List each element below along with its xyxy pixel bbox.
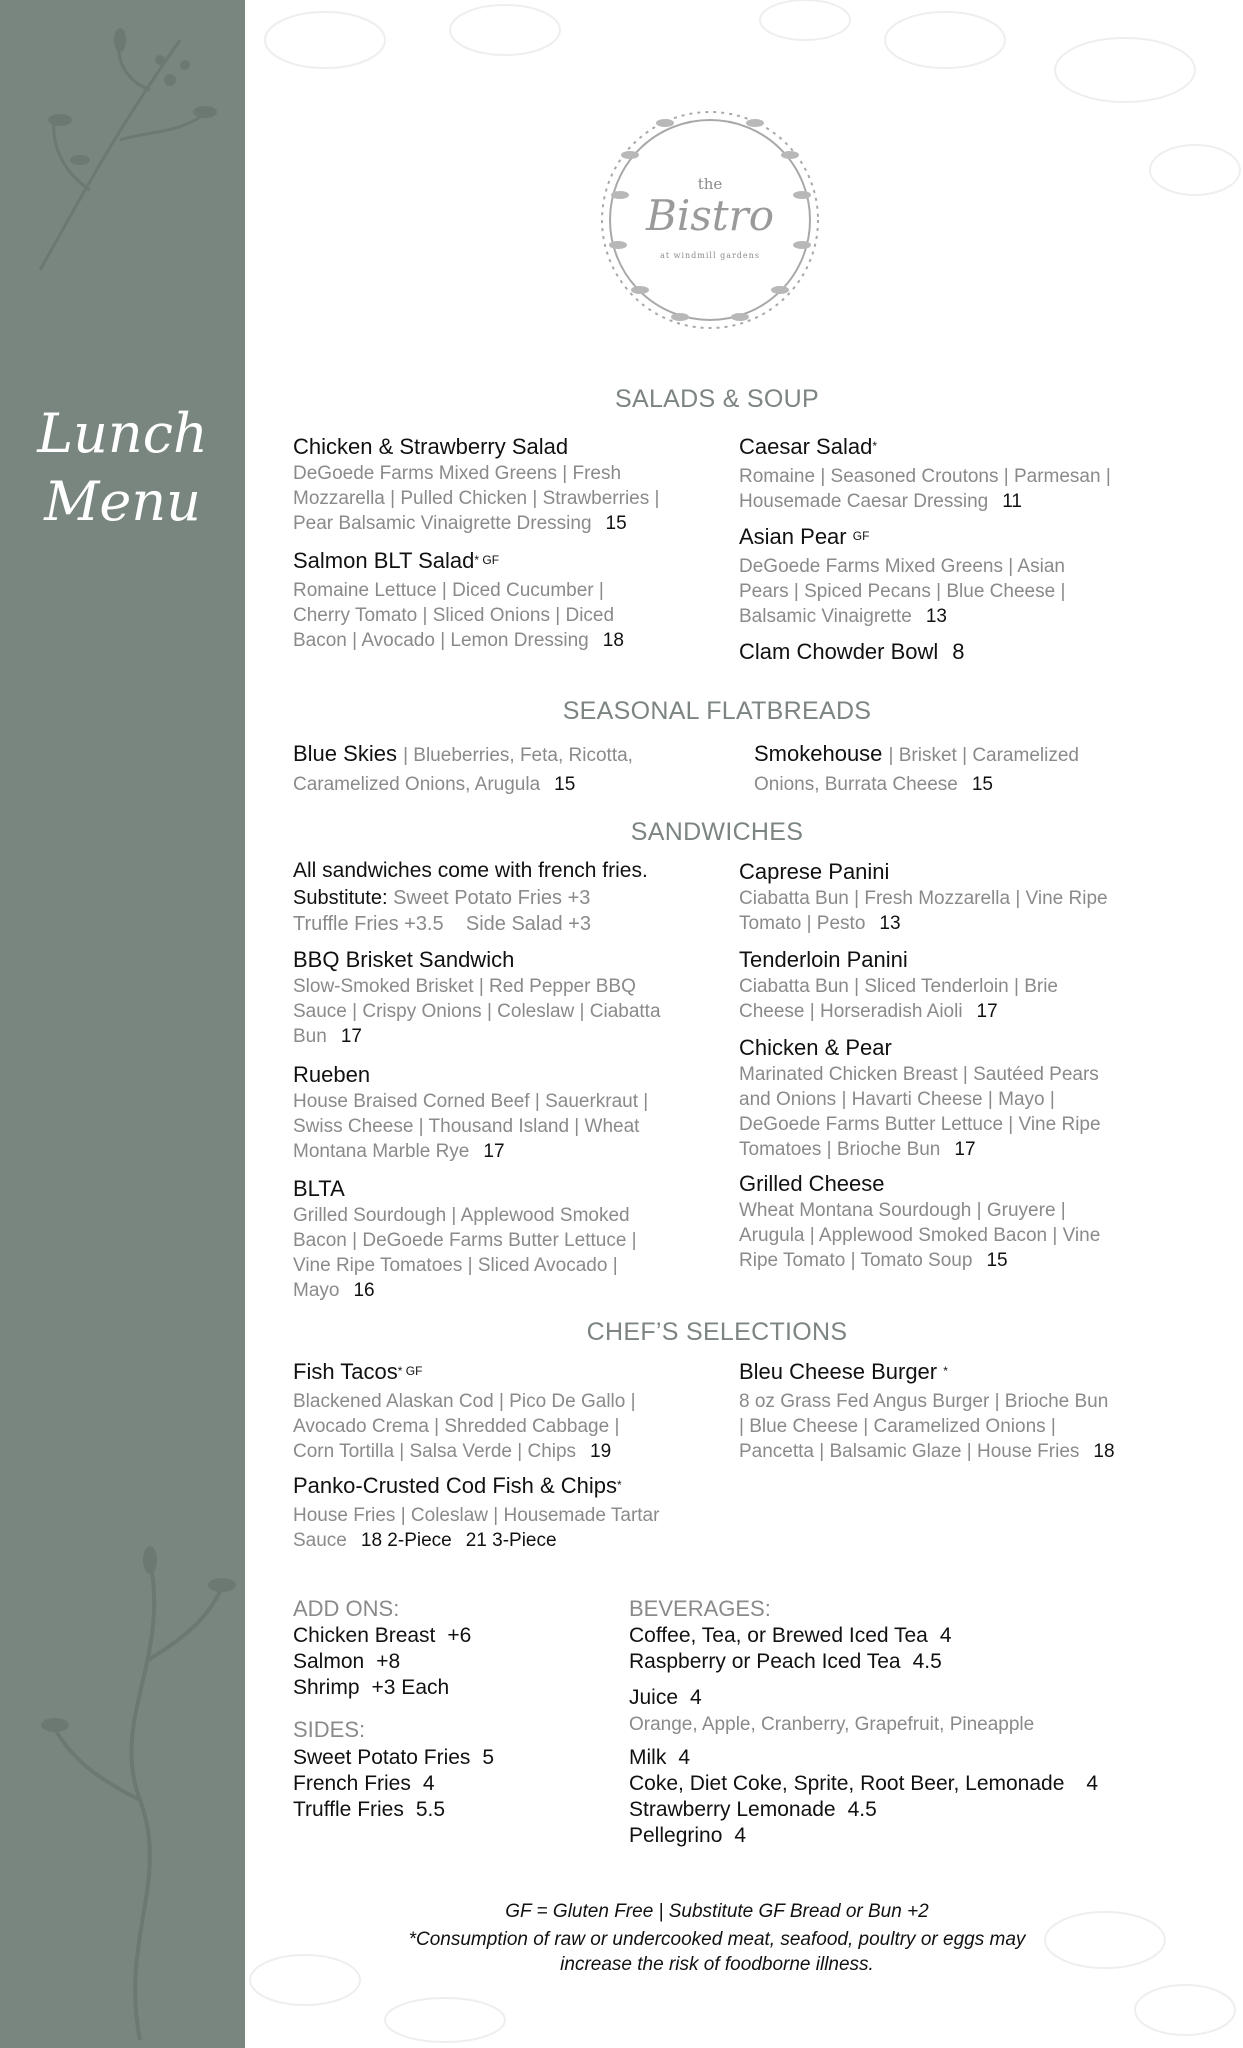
menu-item-asian-pear [739, 523, 1179, 629]
substitute-option: Side Salad +3 [465, 913, 591, 935]
beverage-price: 4.5 [912, 1650, 942, 1673]
item-description: Ciabatta Bun | Sliced Tenderloin | Brie [739, 976, 1058, 997]
juice-flavors: Orange, Apple, Cranberry, Grapefruit, Pineapple [629, 1714, 1035, 1735]
sidebar [0, 0, 245, 2048]
item-description: Bacon | Avocado | Lemon Dressing [293, 630, 589, 651]
beverage-price: 4 [734, 1824, 747, 1847]
menu-item-caprese-panini [739, 858, 1179, 936]
item-price: 13 [879, 913, 901, 934]
item-price: 18 [360, 1530, 383, 1551]
side-name: French Fries [293, 1772, 411, 1795]
item-description: Housemade Caesar Dressing [739, 491, 989, 512]
item-price: 17 [976, 1001, 998, 1022]
item-name: Tenderloin Panini [739, 947, 908, 972]
item-name: Caprese Panini [739, 859, 890, 884]
item-description: Slow-Smoked Brisket | Red Pepper BBQ [293, 976, 636, 997]
item-description: Sauce [293, 1530, 347, 1551]
item-price: 15 [554, 774, 576, 795]
item-description: Swiss Cheese | Thousand Island | Wheat [293, 1116, 640, 1137]
item-name: Panko-Crusted Cod Fish & Chips [293, 1473, 618, 1498]
section-heading-sandwiches: SANDWICHES [630, 818, 804, 846]
item-mark: * GF [397, 1364, 423, 1378]
side-price: 5.5 [415, 1798, 446, 1821]
health-warning-line2: increase the risk of foodborne illness. [560, 1954, 874, 1975]
item-description: House Fries | Coleslaw | Housemade Tartar [293, 1505, 660, 1526]
section-heading-chef: CHEF’S SELECTIONS [586, 1318, 848, 1346]
item-description: DeGoede Farms Butter Lettuce | Vine Ripe [739, 1114, 1101, 1135]
item-name: Clam Chowder Bowl [739, 639, 939, 664]
sides-heading: SIDES: [293, 1717, 366, 1742]
substitute-option: Sweet Potato Fries +3 [393, 887, 591, 909]
vine-decoration-icon [30, 1500, 240, 2040]
price-label: 3-Piece [492, 1530, 557, 1551]
logo-name: Bistro [645, 191, 775, 240]
beverage-name: Coffee, Tea, or Brewed Iced Tea [629, 1624, 928, 1647]
item-description: Wheat Montana Sourdough | Gruyere | [739, 1200, 1066, 1221]
item-price: 11 [1002, 491, 1022, 512]
item-description: Romaine Lettuce | Diced Cucumber | [293, 580, 604, 601]
menu-item-tenderloin-panini [739, 946, 1179, 1024]
item-price: 18 [1093, 1441, 1115, 1462]
item-description: Pancetta | Balsamic Glaze | House Fries [739, 1441, 1080, 1462]
menu-item-salmon-blt [293, 547, 713, 653]
item-description: Mayo [293, 1280, 340, 1301]
item-mark: * GF [474, 553, 500, 567]
item-name: BBQ Brisket Sandwich [293, 947, 515, 972]
menu-item-caesar-salad [739, 433, 1179, 514]
beverage-item [629, 1623, 952, 1649]
beverage-price: 4 [690, 1686, 702, 1709]
item-price: 15 [605, 513, 627, 534]
side-item [293, 1797, 445, 1823]
beverage-item [629, 1649, 942, 1675]
item-description: Romaine | Seasoned Croutons | Parmesan | [739, 466, 1111, 487]
item-price: 19 [590, 1441, 612, 1462]
item-name: Blue Skies [293, 741, 397, 766]
item-description: Cheese | Horseradish Aioli [739, 1001, 963, 1022]
gluten-free-note: GF = Gluten Free | Substitute GF Bread or Bun +2 [505, 1901, 929, 1922]
item-mark: GF [852, 529, 870, 543]
item-description: Sauce | Crispy Onions | Coleslaw | Ciabatta [293, 1001, 661, 1022]
beverage-price: 4 [1086, 1772, 1099, 1795]
menu-item-bbq-brisket [293, 946, 713, 1049]
item-description: Blackened Alaskan Cod | Pico De Gallo | [293, 1391, 636, 1412]
item-name: Caesar Salad [739, 434, 873, 459]
addon-name: Chicken Breast [293, 1624, 436, 1647]
item-description: DeGoede Farms Mixed Greens | Fresh [293, 463, 622, 484]
item-description: Grilled Sourdough | Applewood Smoked [293, 1205, 630, 1226]
addon-item [293, 1675, 449, 1701]
health-warning-line1: *Consumption of raw or undercooked meat, seafood, poultry or eggs may [408, 1929, 1026, 1950]
item-price: 17 [954, 1139, 976, 1160]
side-item [293, 1745, 494, 1771]
item-price: 13 [925, 606, 947, 627]
beverage-name: Strawberry Lemonade [629, 1798, 836, 1821]
item-price: 15 [971, 774, 993, 795]
item-price: 15 [986, 1250, 1008, 1271]
logo-the: the [697, 175, 723, 193]
menu-item-blue-skies [293, 740, 733, 797]
beverage-price: 4 [678, 1746, 691, 1769]
item-name: Chicken & Strawberry Salad [293, 434, 569, 459]
item-name: Fish Tacos [293, 1359, 398, 1384]
item-price: 18 [602, 630, 624, 651]
bistro-logo [590, 95, 830, 355]
item-description: Tomato | Pesto [739, 913, 866, 934]
beverage-name: Milk [629, 1746, 667, 1769]
substitute-label: Substitute: [293, 887, 388, 909]
beverage-item [629, 1797, 877, 1823]
item-description: Marinated Chicken Breast | Sautéed Pears [739, 1064, 1099, 1085]
item-name: Smokehouse [754, 741, 883, 766]
menu-item-clam-chowder [739, 638, 1179, 666]
beverage-name: Coke, Diet Coke, Sprite, Root Beer, Lemonade [629, 1772, 1065, 1795]
item-description: Pear Balsamic Vinaigrette Dressing [293, 513, 592, 534]
beverage-item [629, 1823, 746, 1849]
item-description: Avocado Crema | Shredded Cabbage | [293, 1416, 620, 1437]
beverage-name: Raspberry or Peach Iced Tea [629, 1650, 901, 1673]
beverage-name: Juice [629, 1686, 679, 1709]
item-name: Rueben [293, 1062, 371, 1087]
menu-title-line1: Lunch [37, 402, 208, 465]
item-description: House Braised Corned Beef | Sauerkraut | [293, 1091, 649, 1112]
side-name: Truffle Fries [293, 1798, 404, 1821]
item-description: Ciabatta Bun | Fresh Mozzarella | Vine Ripe [739, 888, 1108, 909]
item-mark: * [943, 1364, 948, 1378]
item-name: Bleu Cheese Burger [739, 1359, 938, 1384]
item-description: Pears | Spiced Pecans | Blue Cheese | [739, 581, 1066, 602]
item-description: Cherry Tomato | Sliced Onions | Diced [293, 605, 615, 626]
menu-item-fish-tacos [293, 1358, 713, 1464]
menu-title [0, 400, 245, 536]
logo-subtitle: at windmill gardens [660, 251, 760, 260]
beverages-heading: BEVERAGES: [629, 1596, 771, 1621]
menu-page [245, 0, 1243, 2048]
addon-item [293, 1623, 471, 1649]
beverage-price: 4 [939, 1624, 952, 1647]
addon-price: +3 Each [371, 1676, 450, 1699]
beverage-item [629, 1685, 702, 1711]
sandwich-note: All sandwiches come with french fries. [293, 859, 648, 882]
item-mark: * [617, 1478, 622, 1492]
item-price: 17 [483, 1141, 505, 1162]
menu-item-strawberry-salad [293, 433, 713, 536]
side-price: 4 [422, 1772, 435, 1795]
addon-price: +6 [447, 1624, 472, 1647]
item-description: and Onions | Havarti Cheese | Mayo | [739, 1089, 1055, 1110]
addon-price: +8 [376, 1650, 401, 1673]
item-price: 8 [952, 639, 965, 664]
addon-name: Shrimp [293, 1676, 360, 1699]
item-price: 16 [353, 1280, 375, 1301]
item-description: 8 oz Grass Fed Angus Burger | Brioche Bun [739, 1391, 1109, 1412]
item-description: Mozzarella | Pulled Chicken | Strawberries | [293, 488, 660, 509]
item-mark: * [872, 439, 877, 453]
item-description: Caramelized Onions, Arugula [293, 774, 541, 795]
beverage-price: 4.5 [847, 1798, 877, 1821]
menu-item-bleu-cheese-burger [739, 1358, 1189, 1464]
beverage-name: Pellegrino [629, 1824, 723, 1847]
item-description: Tomatoes | Brioche Bun [739, 1139, 941, 1160]
menu-item-grilled-cheese [739, 1170, 1179, 1273]
item-description: | Blue Cheese | Caramelized Onions | [739, 1416, 1056, 1437]
menu-item-blta [293, 1175, 713, 1303]
item-name: Asian Pear [739, 524, 847, 549]
item-description: Arugula | Applewood Smoked Bacon | Vine [739, 1225, 1101, 1246]
item-name: Grilled Cheese [739, 1171, 885, 1196]
item-description: Onions, Burrata Cheese [754, 774, 958, 795]
side-name: Sweet Potato Fries [293, 1746, 471, 1769]
item-description: | Brisket | Caramelized [888, 745, 1079, 766]
item-name: Chicken & Pear [739, 1035, 892, 1060]
item-description: Vine Ripe Tomatoes | Sliced Avocado | [293, 1255, 618, 1276]
item-description: DeGoede Farms Mixed Greens | Asian [739, 556, 1065, 577]
item-description: Corn Tortilla | Salsa Verde | Chips [293, 1441, 577, 1462]
item-name: Salmon BLT Salad [293, 548, 475, 573]
item-description: Bun [293, 1026, 327, 1047]
substitute-option: Truffle Fries +3.5 [293, 913, 444, 935]
addons-heading: ADD ONS: [293, 1596, 400, 1621]
item-price: 21 [465, 1530, 487, 1551]
menu-item-cod-fish-chips [293, 1472, 733, 1553]
section-heading-flatbreads: SEASONAL FLATBREADS [562, 697, 872, 725]
side-price: 5 [482, 1746, 495, 1769]
item-description: Balsamic Vinaigrette [739, 606, 912, 627]
item-price: 17 [340, 1026, 362, 1047]
beverage-item [629, 1745, 690, 1771]
item-description: Ripe Tomato | Tomato Soup [739, 1250, 973, 1271]
side-item [293, 1771, 435, 1797]
menu-item-chicken-pear [739, 1034, 1179, 1162]
addon-item [293, 1649, 400, 1675]
section-heading-salads: SALADS & SOUP [615, 385, 819, 413]
menu-title-line2: Menu [44, 470, 201, 533]
menu-item-smokehouse [754, 740, 1184, 797]
botanical-decoration-icon [20, 20, 240, 280]
addon-name: Salmon [293, 1650, 365, 1673]
item-name: BLTA [293, 1176, 345, 1201]
price-label: 2-Piece [387, 1530, 452, 1551]
beverage-item [629, 1771, 1098, 1797]
sandwich-intro [293, 857, 713, 937]
item-description: Bacon | DeGoede Farms Butter Lettuce | [293, 1230, 637, 1251]
item-description: Montana Marble Rye [293, 1141, 470, 1162]
menu-item-rueben [293, 1061, 713, 1164]
item-description: | Blueberries, Feta, Ricotta, [403, 745, 633, 766]
